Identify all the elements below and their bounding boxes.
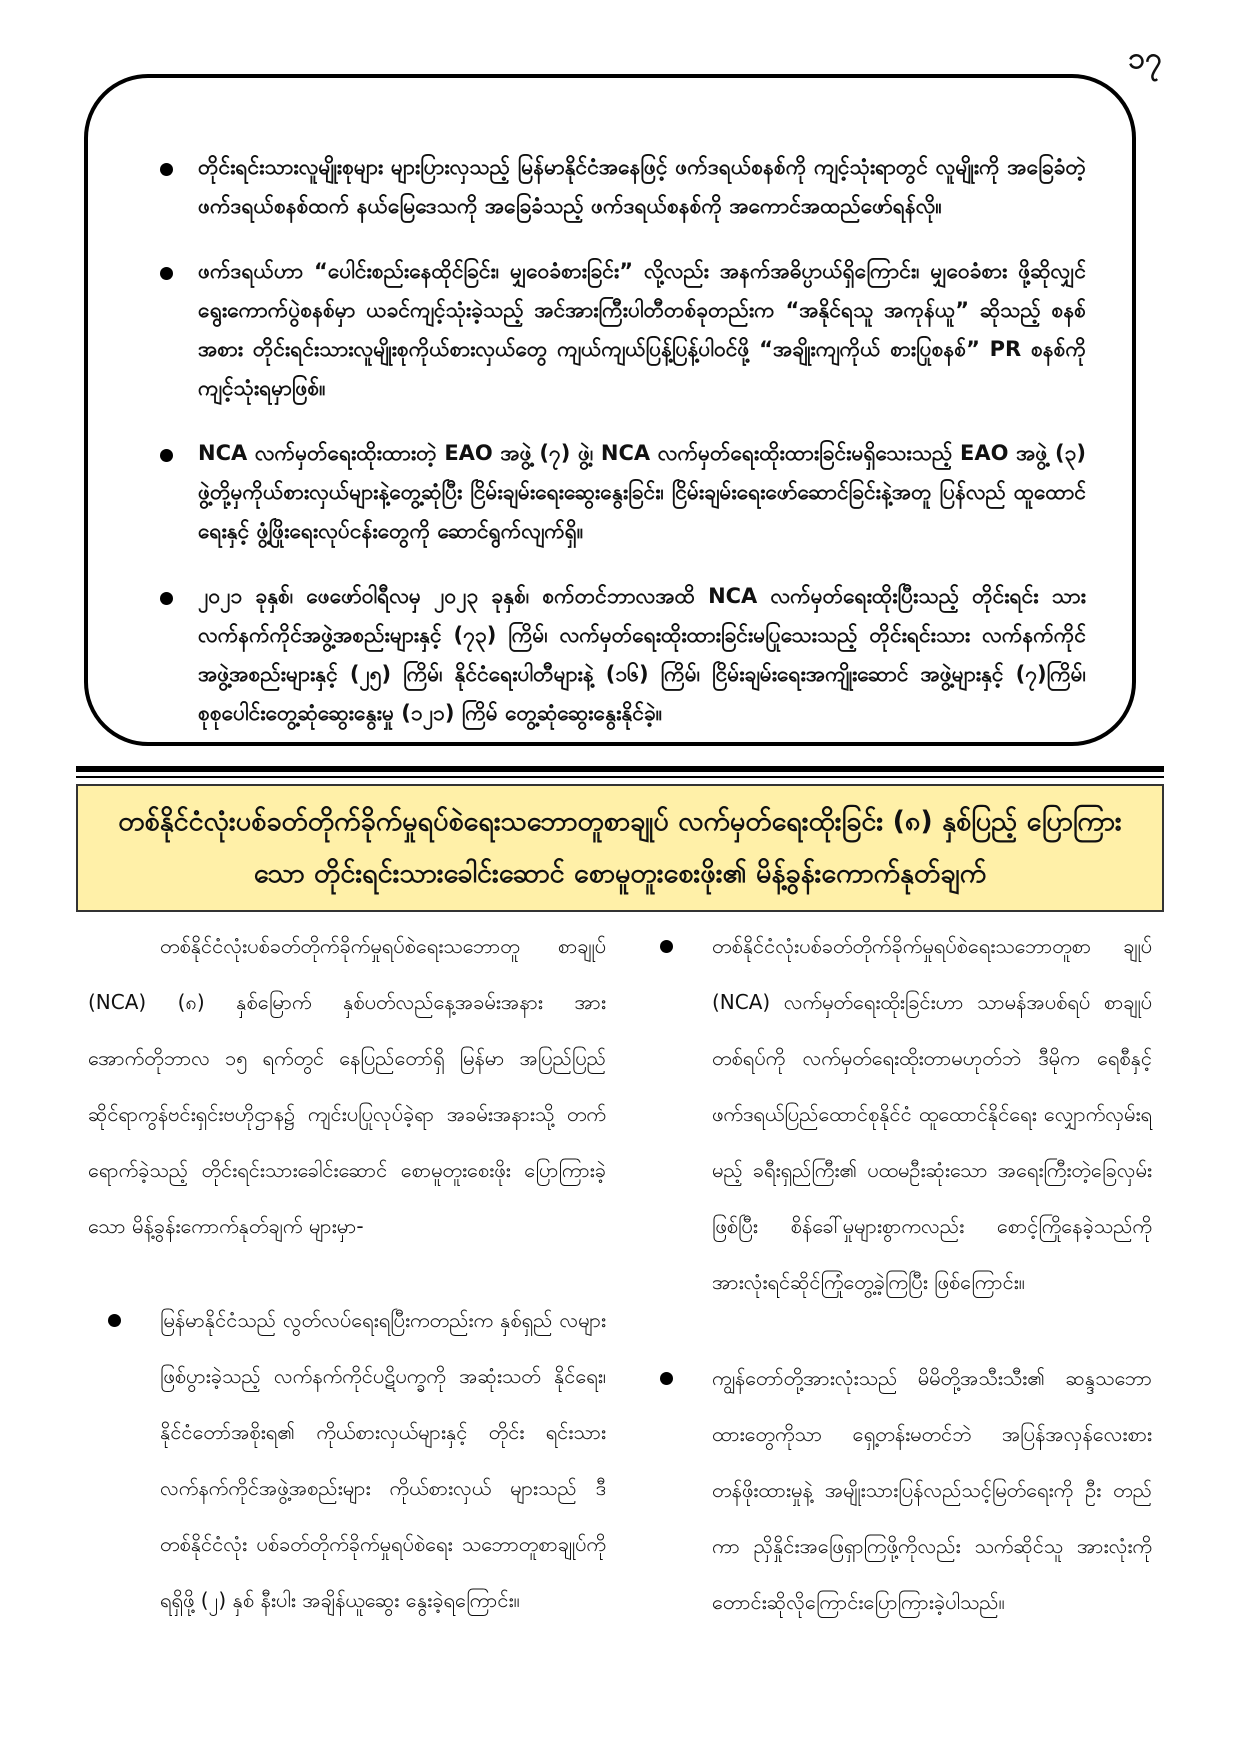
section-title: တစ်နိုင်ငံလုံးပစ်ခတ်တိုက်ခိုက်မှုရပ်စဲရေးသဘောတူစာချုပ် လက်မှတ်ရေးထိုးခြင်း (၈) နှစ်ပြည့် ပြောကြားသော တိုင်းရင်းသားခေါင်းဆောင် စောမူတူးစေးဖိုး၏ မိန့်ခွန်းကောက်နုတ်ချက်	[118, 806, 1122, 889]
bullet-text: မြန်မာနိုင်ငံသည် လွတ်လပ်ရေးရပြီးကတည်းက နှစ်ရှည် လများဖြစ်ပွားခဲ့သည့် လက်နက်ကိုင်ပဋိပက္ခကို အဆုံးသတ် နိုင်ရေး၊ နိုင်ငံတော်အစိုးရ၏ ကိုယ်စားလှယ်များနှင့် တိုင်း ရင်းသားလက်နက်ကိုင်အဖွဲ့အစည်းများ ကိုယ်စားလှယ် များသည် ဒီတစ်နိုင်ငံလုံး ပစ်ခတ်တိုက်ခိုက်မှုရပ်စဲရေး သဘောတူစာချုပ်ကိုရရှိဖို့ (၂) နှစ် နီးပါး အချိန်ယူဆွေး နွေးခဲ့ရကြောင်း။	[160, 1308, 606, 1612]
divider	[76, 766, 1164, 772]
bullet-icon	[160, 163, 173, 176]
highlight-box	[84, 74, 1136, 746]
list-item	[160, 148, 1086, 226]
bullet-icon	[108, 1314, 121, 1327]
list-item	[88, 1292, 606, 1628]
divider	[76, 776, 1164, 778]
bullet-icon	[160, 592, 173, 605]
bullet-icon	[160, 267, 173, 280]
list-item	[640, 1350, 1152, 1630]
list-item	[640, 918, 1152, 1310]
bullet-text: တိုင်းရင်းသားလူမျိုးစုများ များပြားလှသည့် မြန်မာနိုင်ငံအနေဖြင့် ဖက်ဒရယ်စနစ်ကို ကျင့်သုံးရာတွင် လူမျိုးကို အခြေခံတဲ့ ဖက်ဒရယ်စနစ်ထက် နယ်မြေဒေသကို အခြေခံသည့် ဖက်ဒရယ်စနစ်ကို အကောင်အထည်ဖော်ရန်လို။	[198, 155, 1086, 218]
list-item	[160, 252, 1086, 408]
section-banner	[76, 784, 1164, 912]
bullet-text: ၂၀၂၁ ခုနှစ်၊ ဖေဖော်ဝါရီလမှ ၂၀၂၃ ခုနှစ်၊ စက်တင်ဘာလအထိ NCA လက်မှတ်ရေးထိုးပြီးသည့် တိုင်းရင်း သားလက်နက်ကိုင်အဖွဲ့အစည်းများနှင့် (၇၃) ကြိမ်၊ လက်မှတ်ရေးထိုးထားခြင်းမပြုသေးသည့် တိုင်းရင်းသား လက်နက်ကိုင်အဖွဲ့အစည်းများနှင့် (၂၅) ကြိမ်၊ နိုင်ငံရေးပါတီများနဲ့ (၁၆) ကြိမ်၊ ငြိမ်းချမ်းရေးအကျိုးဆောင် အဖွဲ့များနှင့် (၇)ကြိမ်၊ စုစုပေါင်းတွေ့ဆုံဆွေးနွေးမှု (၁၂၁) ကြိမ် တွေ့ဆုံဆွေးနွေးနိုင်ခဲ့။	[198, 584, 1086, 725]
left-column	[88, 918, 606, 1668]
list-item	[160, 577, 1086, 733]
bullet-text: တစ်နိုင်ငံလုံးပစ်ခတ်တိုက်ခိုက်မှုရပ်စဲရေးသဘောတူစာ ချုပ် (NCA) လက်မှတ်ရေးထိုးခြင်းဟာ သာမန်အပစ်ရပ် စာချုပ်တစ်ရပ်ကို လက်မှတ်ရေးထိုးတာမဟုတ်ဘဲ ဒီမိုက ရေစီနှင့် ဖက်ဒရယ်ပြည်ထောင်စုနိုင်ငံ ထူထောင်နိုင်ရေး လျှောက်လှမ်းရမည့် ခရီးရှည်ကြီး၏ ပထမဦးဆုံးသော အရေးကြီးတဲ့ခြေလှမ်းဖြစ်ပြီး စိန်ခေါ်မှုများစွာကလည်း စောင့်ကြိုနေခဲ့သည်ကို အားလုံးရင်ဆိုင်ကြုံတွေ့ခဲ့ကြပြီး ဖြစ်ကြောင်း။	[712, 934, 1152, 1294]
bullet-icon	[660, 940, 673, 953]
list-item	[160, 434, 1086, 551]
bullet-text: ကျွန်တော်တို့အားလုံးသည် မိမိတို့အသီးသီး၏ ဆန္ဒသဘော ထားတွေကိုသာ ရှေ့တန်းမတင်ဘဲ အပြန်အလှန်လေးစား တန်ဖိုးထားမှုနဲ့ အမျိုးသားပြန်လည်သင့်မြတ်ရေးကို ဦး တည်ကာ ညှိနှိုင်းအဖြေရှာကြဖို့ကိုလည်း သက်ဆိုင်သူ အားလုံးကို တောင်းဆိုလိုကြောင်းပြောကြားခဲ့ပါသည်။	[712, 1366, 1152, 1614]
right-column	[640, 918, 1152, 1670]
bullet-text: NCA လက်မှတ်ရေးထိုးထားတဲ့ EAO အဖွဲ့ (၇) ဖွဲ့၊ NCA လက်မှတ်ရေးထိုးထားခြင်းမရှိသေးသည့် EAO အဖွဲ့ (၃) ဖွဲ့တို့မှကိုယ်စားလှယ်များနဲ့တွေ့ဆုံပြီး ငြိမ်းချမ်းရေးဆွေးနွေးခြင်း၊ ငြိမ်းချမ်းရေးဖော်ဆောင်ခြင်းနဲ့အတူ ပြန်လည် ထူထောင်ရေးနှင့် ဖွံ့ဖြိုးရေးလုပ်ငန်းတွေကို ဆောင်ရွက်လျက်ရှိ။	[198, 441, 1086, 543]
intro-paragraph: တစ်နိုင်ငံလုံးပစ်ခတ်တိုက်ခိုက်မှုရပ်စဲရေးသဘောတူ စာချုပ် (NCA) (၈) နှစ်မြောက် နှစ်ပတ်လည်နေ့အခမ်းအနား အား အောက်တိုဘာလ ၁၅ ရက်တွင် နေပြည်တော်ရှိ မြန်မာ အပြည်ပြည်ဆိုင်ရာကွန်ဗင်းရှင်းဗဟိုဌာန၌ ကျင်းပပြုလုပ်ခဲ့ရာ အခမ်းအနားသို့ တက်ရောက်ခဲ့သည့် တိုင်းရင်းသားခေါင်းဆောင် စောမူတူးစေးဖိုး ပြောကြားခဲ့သော မိန့်ခွန်းကောက်နုတ်ချက် များမှာ-	[88, 934, 606, 1238]
page-number: ၁၇	[1128, 41, 1162, 76]
bullet-icon	[160, 449, 173, 462]
left-bullet-list	[88, 1292, 606, 1628]
right-bullet-list	[640, 918, 1152, 1630]
bullet-icon	[660, 1372, 673, 1385]
highlight-bullet-list	[160, 148, 1086, 733]
bullet-text: ဖက်ဒရယ်ဟာ “ပေါင်းစည်းနေထိုင်ခြင်း၊ မျှဝေခံစားခြင်း” လို့လည်း အနက်အဓိပ္ပာယ်ရှိကြောင်း၊ မျှဝေခံစား ဖို့ဆိုလျှင် ရွေးကောက်ပွဲစနစ်မှာ ယခင်ကျင့်သုံးခဲ့သည့် အင်အားကြီးပါတီတစ်ခုတည်းက “အနိုင်ရသူ အကုန်ယူ” ဆိုသည့် စနစ်အစား တိုင်းရင်းသားလူမျိုးစုကိုယ်စားလှယ်တွေ ကျယ်ကျယ်ပြန့်ပြန့်ပါဝင်ဖို့ “အချိုးကျကိုယ် စားပြုစနစ်” PR စနစ်ကိုကျင့်သုံးရမှာဖြစ်။	[198, 259, 1086, 400]
